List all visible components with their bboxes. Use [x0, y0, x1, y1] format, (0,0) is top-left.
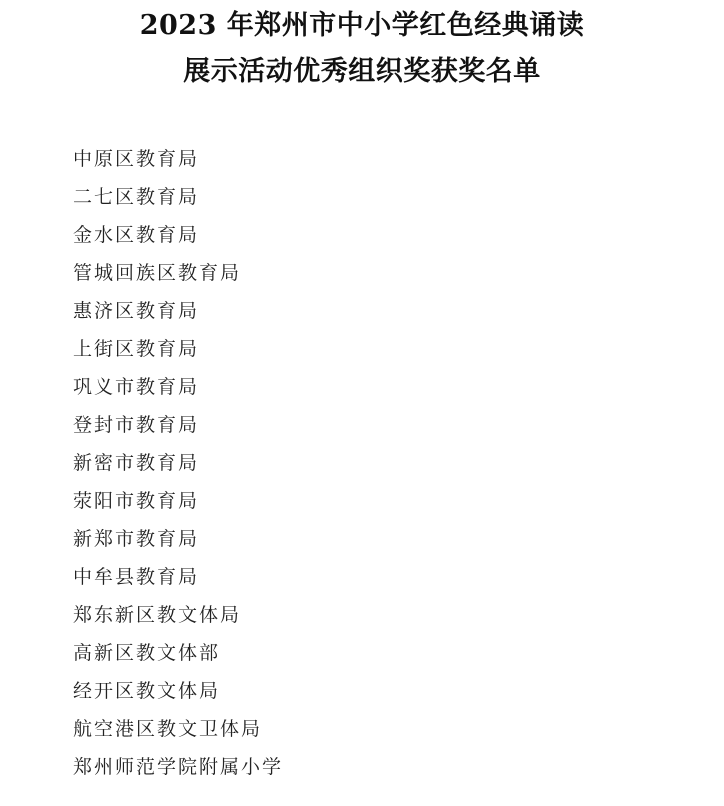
- winner-item: 金水区教育局: [73, 224, 200, 246]
- winner-item: 新郑市教育局: [73, 528, 200, 550]
- winner-item: 郑州师范学院附属小学: [73, 756, 284, 778]
- winner-item: 巩义市教育局: [73, 376, 200, 398]
- winner-item: 登封市教育局: [73, 414, 200, 436]
- winner-item: 上街区教育局: [73, 338, 200, 360]
- winner-item: 二七区教育局: [73, 186, 200, 208]
- winner-item: 管城回族区教育局: [73, 262, 242, 284]
- winner-item: 郑东新区教文体局: [73, 604, 242, 626]
- winner-item: 惠济区教育局: [73, 300, 200, 322]
- winner-item: 中原区教育局: [73, 148, 200, 170]
- winner-item: 高新区教文体部: [73, 642, 221, 664]
- winner-item: 航空港区教文卫体局: [73, 718, 263, 740]
- winner-item: 新密市教育局: [73, 452, 200, 474]
- document-title-line-2: 展示活动优秀组织奖获奖名单: [183, 56, 541, 87]
- document-title-line-1: 2023 年郑州市中小学红色经典诵读: [139, 10, 585, 41]
- winner-item: 中牟县教育局: [73, 566, 200, 588]
- winners-list: [73, 143, 283, 789]
- winner-item: 经开区教文体局: [73, 680, 221, 702]
- winner-item: 荥阳市教育局: [73, 490, 200, 512]
